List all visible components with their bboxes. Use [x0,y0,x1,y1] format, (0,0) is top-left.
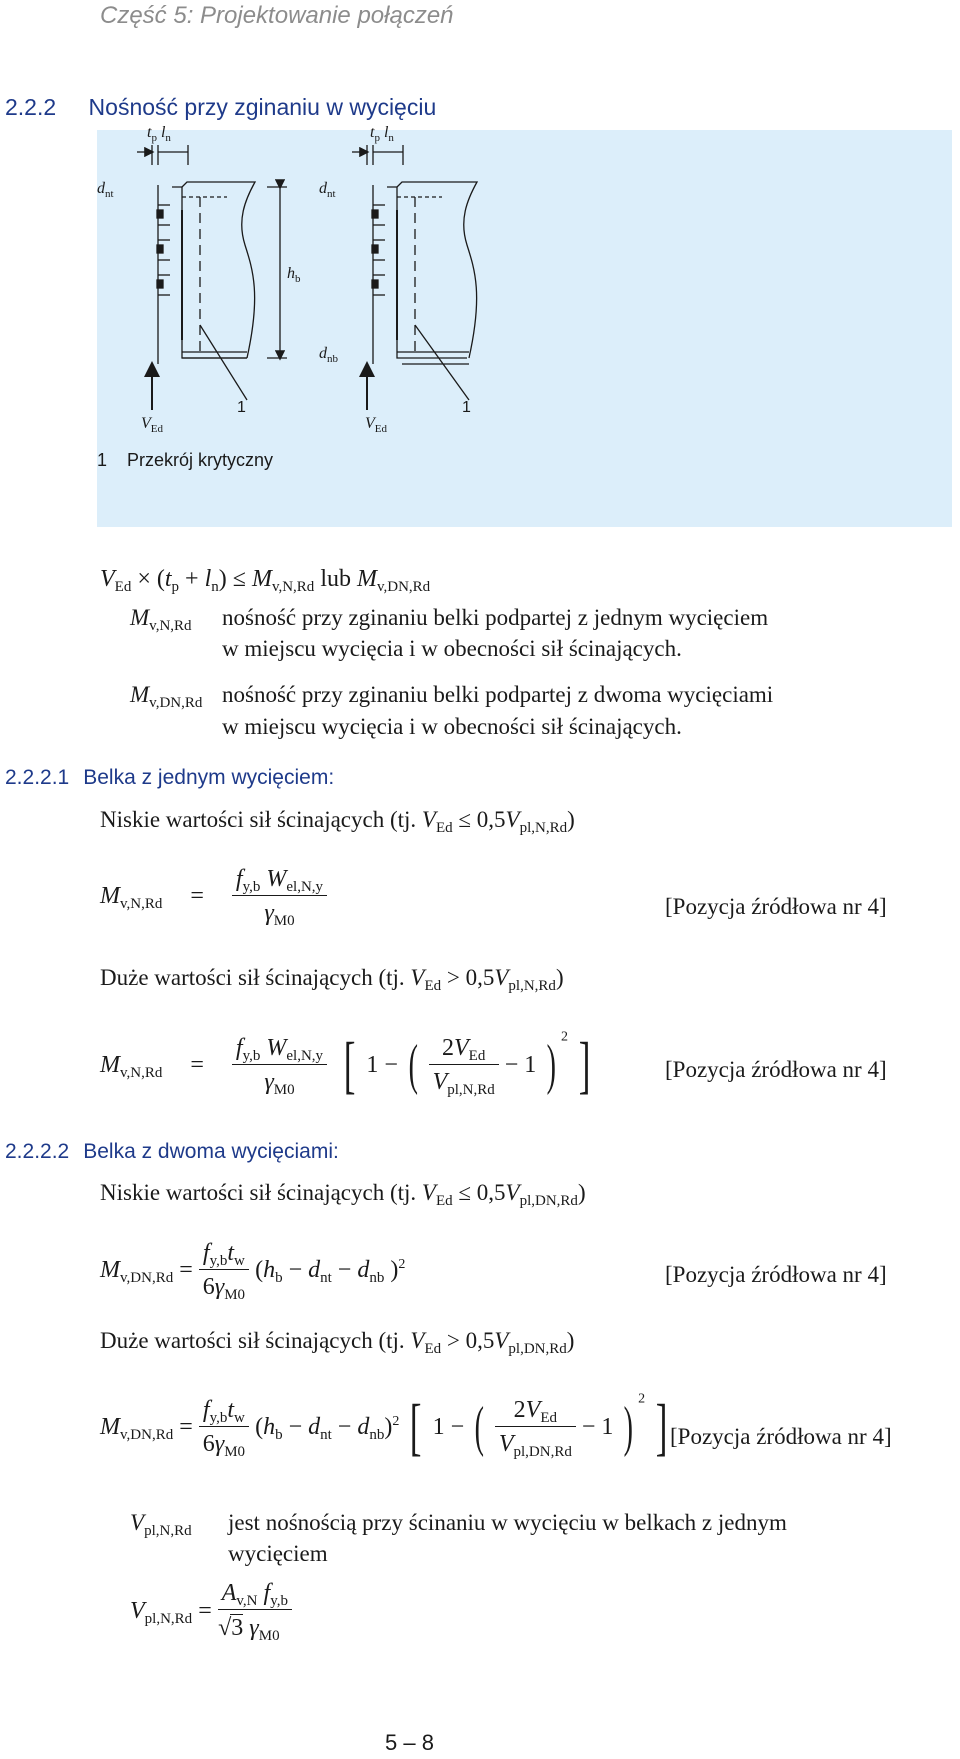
page-number: 5 – 8 [385,1730,434,1755]
label-section-1-right: 1 [462,399,471,416]
low-shear-2: Niskie wartości sił ścinających (tj. $V_{Ed} \le 0,5V_{pl,DN,Rd}$) [100,1180,586,1209]
ref-3: [Pozycja źródłowa nr 4] [665,1262,887,1287]
fraction-1: $\frac{f_{y,b} W_{el,N,y}}{\gamma_{M0}}$ [232,866,327,927]
low-shear-1: Niskie wartości sił ścinających (tj. $V_{Ed} \le 0,5V_{pl,N,Rd}$) [100,807,575,836]
label-tp-ln-right: $t_p$ $l_n$ [370,124,394,144]
formula-4: $M_{v,DN,Rd}$ = $\frac{f_{y,b}t_w}{6\gamma_{M0}}$ $(h_b - d_{nt} - d_{nb})^2$ [ 1 − ( $\frac{2V_{Ed}}{V_{pl,DN,Rd}}$ − 1 ) $^2$ ] [100,1391,668,1462]
formula-2: $M_{v,N,Rd}$ = $\frac{f_{y,b} W_{el,N,y}}{\gamma_{M0}}$ [ 1 − ( $\frac{2V_{Ed}}{V_{pl,N,Rd}}$ − 1 ) $^2$ ] [100,1029,591,1100]
label-dnt-right: $d_{nt}$ [319,180,336,200]
section-number: 2.2.2 [5,94,57,120]
def-mvdnrd: nośność przy zginaniu belki podpartej z dwoma wycięciami [222,682,774,707]
subsection-heading-2: 2.2.2.2 Belka z dwoma wycięciami: [5,1140,339,1163]
formula-1: $M_{v,N,Rd}$ = $\frac{f_{y,b} W_{el,N,y}}{\gamma_{M0}}$ [100,866,327,927]
def-symbol-mvnrd: $M_{v,N,Rd}$ [130,605,192,634]
ref-2: [Pozycja źródłowa nr 4] [665,1057,887,1082]
page-header: Część 5: Projektowanie połączeń [100,2,454,29]
label-ved-right: $V_{Ed}$ [365,415,388,435]
label-section-1-left: 1 [237,399,246,416]
figure-legend: 1 Przekrój krytyczny [97,450,274,470]
high-shear-1: Duże wartości sił ścinających (tj. $V_{Ed} > 0,5V_{pl,N,Rd}$) [100,965,564,994]
main-condition: $V_{Ed} \times (t_p + l_n) \le M_{v,N,Rd}$ lub $M_{v,DN,Rd}$ [100,566,431,595]
ref-1: [Pozycja źródłowa nr 4] [665,894,887,919]
def-mvnrd: nośność przy zginaniu belki podpartej z jednym wycięciem [222,605,769,630]
section-heading [5,94,436,121]
ref-4: [Pozycja źródłowa nr 4] [670,1424,892,1449]
section-title: Nośność przy zginaniu w wycięciu [88,94,437,120]
def-vplnrd: jest nośnością przy ścinaniu w wycięciu w belkach z jednym [228,1510,787,1535]
figure-panel [97,124,952,527]
def-vplnrd-2: wycięciem [228,1541,328,1566]
def-mvdnrd-2: w miejscu wycięcia i w obecności sił ścinających. [222,714,682,739]
label-dnb: $d_{nb}$ [319,345,338,365]
def-mvnrd-2: w miejscu wycięcia i w obecności sił ścinających. [222,636,682,661]
label-tp-ln-left: $t_p$ $l_n$ [147,124,171,144]
formula-5: $V_{pl,N,Rd}$ = $\frac{A_{v,N} f_{y,b}}{√3 \gamma_{M0}}$ [130,1580,292,1642]
label-ved-left: $V_{Ed}$ [141,415,164,435]
label-dnt-left: $d_{nt}$ [97,180,114,200]
high-shear-2: Duże wartości sił ścinających (tj. $V_{Ed} > 0,5V_{pl,DN,Rd}$) [100,1328,575,1357]
def-symbol-vplnrd: $V_{pl,N,Rd}$ [130,1510,192,1539]
subsection-heading-1: 2.2.2.1 Belka z jednym wycięciem: [5,766,335,789]
label-hb: $h_b$ [287,265,301,285]
formula-3: $M_{v,DN,Rd}$ = $\frac{f_{y,b}t_w}{6\gamma_{M0}}$ ($h_b - d_{nt} - d_{nb}$ )$^2$ [100,1240,406,1303]
def-symbol-mvdnrd: $M_{v,DN,Rd}$ [130,682,203,711]
